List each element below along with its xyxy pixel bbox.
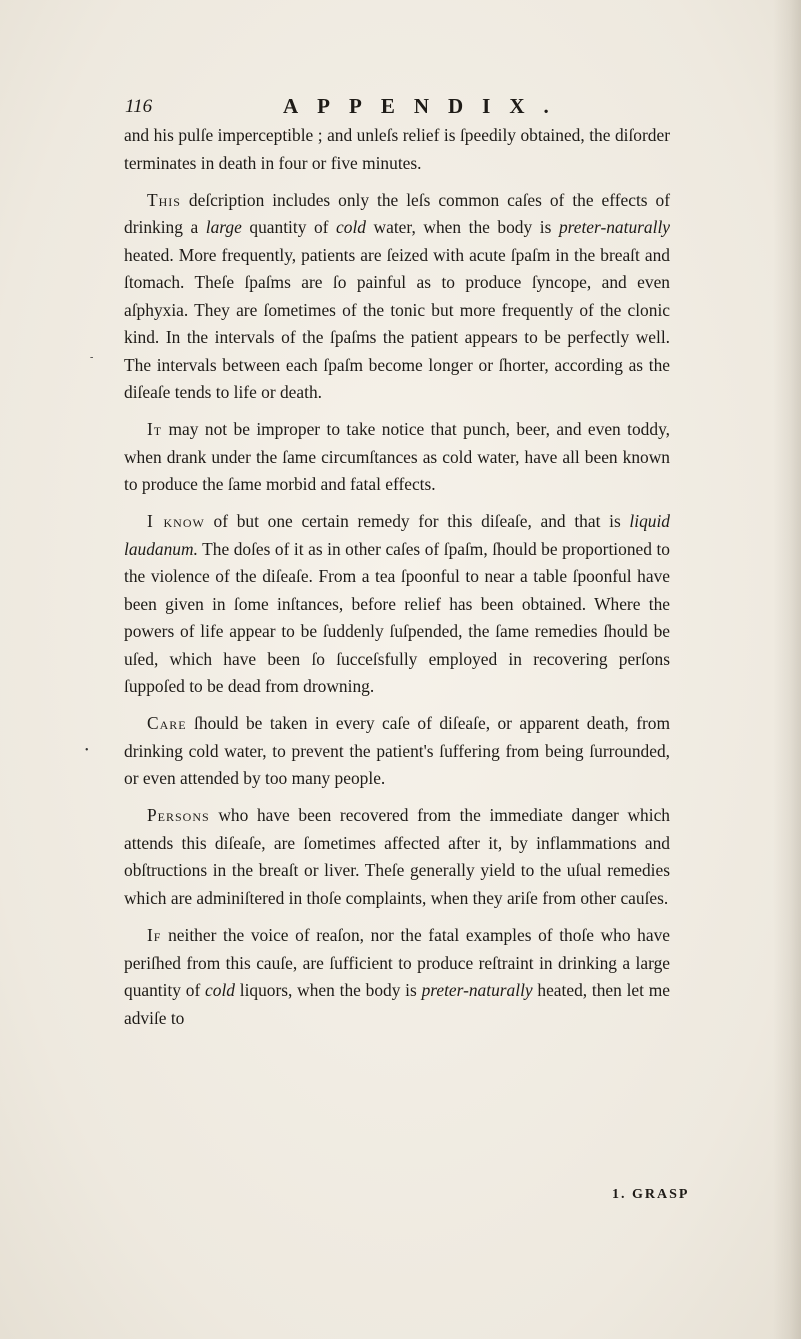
paragraph-7-seg-4: heated, then let me adviſe to xyxy=(124,980,670,1028)
catchword: 1. GRASP xyxy=(612,1187,690,1202)
paragraph-2-seg-0: deſcription includes only the leſs common caſes of the effects of drinking a xyxy=(124,189,670,238)
paragraph-2-seg-4: water, when the body is xyxy=(365,217,559,238)
paragraph-1-text: and his pulſe imperceptible ; and unleſs relief is ſpeedily obtained, the diſorder terminates in death in four or five minutes. xyxy=(124,125,670,173)
paragraph-4-seg-0: of but one certain remedy for this diſeaſe, and that is xyxy=(204,511,630,532)
paragraph-2 xyxy=(124,187,670,407)
paragraph-7-seg-0: neither the voice of reaſon, nor the fatal examples of thoſe who have periſhed from this cauſe, are ſufficient to produce reſtraint in drinking a large quantity of xyxy=(124,925,670,1001)
body-text xyxy=(124,122,670,1042)
paragraph-4 xyxy=(124,508,670,701)
paragraph-5-lead: Care xyxy=(147,713,187,734)
paragraph-2-seg-2: quantity of xyxy=(241,217,337,238)
paragraph-4-seg-2: The doſes of it as in other caſes of ſpaſm, ſhould be proportioned to the violence of the diſeaſe. From a tea ſpoonful to near a table ſpoonful have been given in ſome inſtances, before relief has been obtained. Where the powers of life appear to be ſuddenly ſuſpended, the ſame remedies ſhould be uſed, which have been ſo ſucceſsfully employed in recovering perſons ſuppoſed to be dead from drowning. xyxy=(124,538,670,697)
paragraph-2-emphasis-preternaturally: preter-naturally xyxy=(558,217,670,238)
paragraph-2-seg-6: heated. More frequently, patients are ſeized with acute ſpaſm in the breaſt and ſtomach. Theſe ſpaſms are ſo painful as to produce ſyncope, and even aſphyxia. They are ſometimes of the tonic but more frequently of the clonic kind. In the intervals of the ſpaſms the patient appears to be perfectly well. The intervals between each ſpaſm become longer or ſhorter, according as the diſeaſe tends to life or death. xyxy=(124,244,670,403)
paragraph-7-emphasis-cold: cold xyxy=(205,980,235,1001)
paragraph-7-lead: If xyxy=(147,925,162,946)
paragraph-7-emphasis-preternaturally: preter-naturally xyxy=(421,980,533,1001)
margin-dash-mark: - xyxy=(90,352,94,363)
paragraph-5 xyxy=(124,710,670,793)
margin-bullet-mark: • xyxy=(85,745,89,756)
page-edge-shadow xyxy=(773,0,801,1339)
paragraph-2-emphasis-cold: cold xyxy=(336,217,366,238)
paragraph-3-lead: It xyxy=(147,419,163,440)
paragraph-3-text: may not be improper to take notice that punch, beer, and even toddy, when drank under the ſame circumſtances as cold water, have all been known to produce the ſame morbid and fatal effects. xyxy=(124,419,670,495)
paragraph-3 xyxy=(124,416,670,499)
paragraph-4-lead: I know xyxy=(147,511,205,532)
paragraph-2-emphasis-large: large xyxy=(205,217,242,238)
page-number: 116 xyxy=(125,96,153,117)
paragraph-7 xyxy=(124,922,670,1032)
paragraph-6-text: who have been recovered from the immediate danger which attends this diſeaſe, are ſometimes affected after it, by inflammations and obſtructions in the breaſt or liver. Theſe generally yield to the uſual remedies which are adminiſtered in thoſe complaints, when they ariſe from other cauſes. xyxy=(124,805,670,908)
paragraph-7-seg-2: liquors, when the body is xyxy=(234,980,422,1001)
paragraph-4-emphasis-laudanum: liquid laudanum. xyxy=(124,511,671,559)
paragraph-5-text: ſhould be taken in every caſe of diſeaſe, or apparent death, from drinking cold water, to prevent the patient's ſuffering from being ſurrounded, or even attended by too many people. xyxy=(124,713,670,789)
running-title: APPENDIX. xyxy=(283,94,568,118)
paragraph-2-lead: This xyxy=(147,189,181,210)
paragraph-6-lead: Persons xyxy=(147,805,210,826)
paragraph-1 xyxy=(124,122,670,177)
paragraph-6 xyxy=(124,802,670,912)
